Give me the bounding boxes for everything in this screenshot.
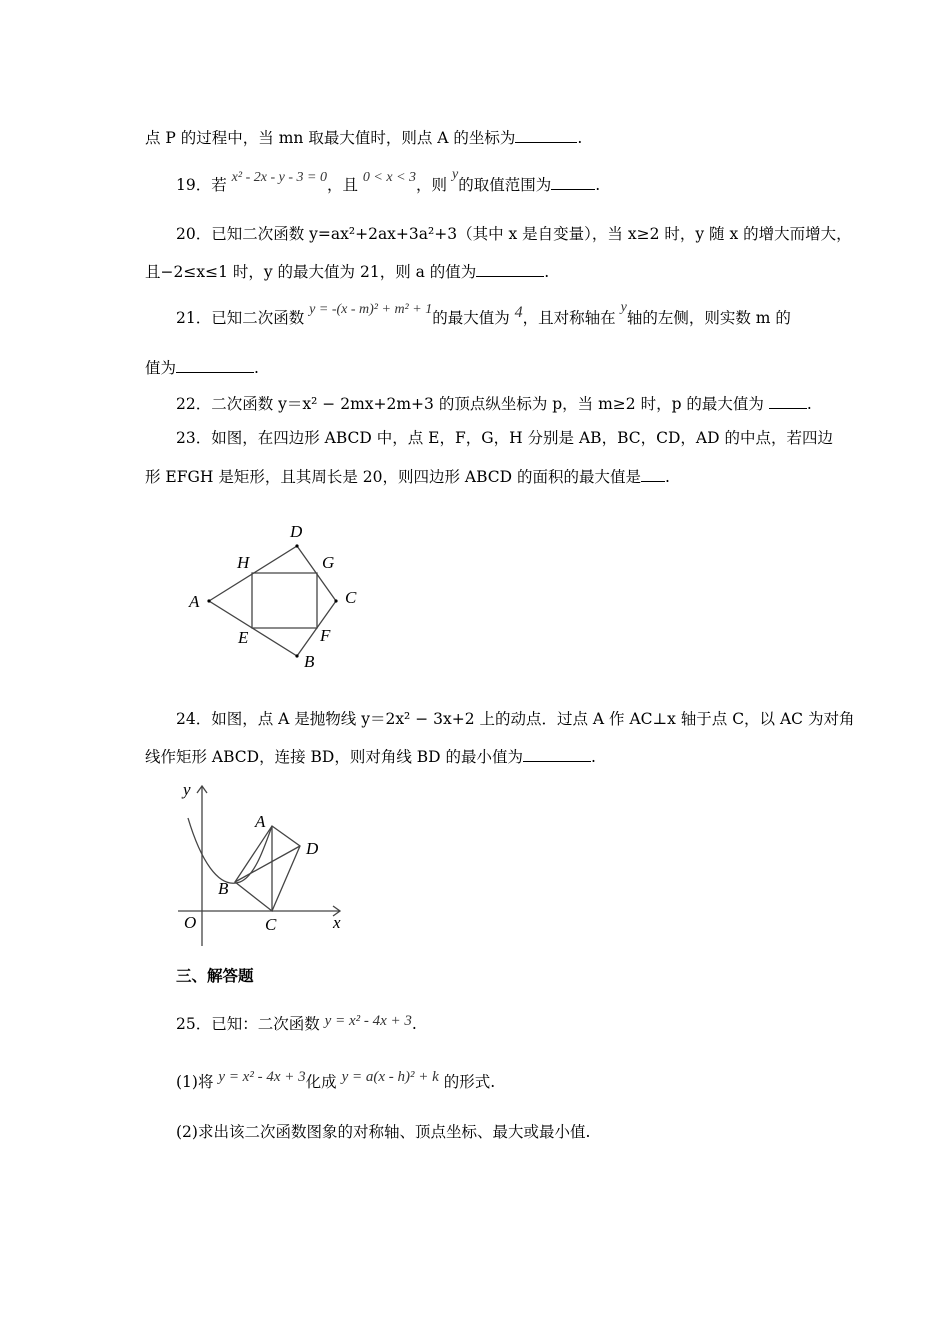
section-title: 三、解答题	[176, 966, 254, 985]
diagonal-bd	[235, 846, 300, 882]
q19-equation: x² - 2x - y - 3 = 0	[231, 170, 327, 185]
label-e: E	[238, 628, 249, 647]
q24-line-2: 线作矩形 ABCD，连接 BD，则对角线 BD 的最小值为 .	[145, 748, 596, 766]
q21-line-2: 值为 .	[145, 359, 259, 377]
q25-part1-equation: y = x² - 4x + 3	[218, 1069, 306, 1085]
q21-variable: y	[620, 300, 627, 315]
label-a: A	[255, 812, 266, 831]
q25-equation: y = x² - 4x + 3	[324, 1013, 412, 1029]
label-d: D	[290, 522, 303, 541]
q20-line-2: 且−2≤x≤1 时，y 的最大值为 21，则 a 的值为 .	[145, 263, 550, 281]
q22-line: 22．二次函数 y＝x² − 2mx+2m+3 的顶点纵坐标为 p，当 m≥2 时，p 的最大值为 .	[176, 395, 812, 413]
q18-tail-line: 点 P 的过程中，当 mn 取最大值时，则点 A 的坐标为 .	[145, 129, 583, 147]
label-x: x	[333, 913, 341, 932]
q20-line-1: 20．已知二次函数 y=ax²+2ax+3a²+3（其中 x 是自变量），当 x≥2 时，y 随 x 的增大而增大，	[176, 225, 852, 243]
label-c: C	[265, 915, 277, 934]
q21-line-1: 21．已知二次函数 y = -(x - m)² + m² + 1的最大值为 4，且对称轴在 y轴的左侧，则实数 m 的	[176, 300, 791, 327]
q21-max-value: 4	[514, 304, 523, 321]
label-b: B	[304, 652, 315, 671]
label-h: H	[237, 553, 250, 572]
q23-line-1: 23．如图，在四边形 ABCD 中，点 E，F，G，H 分别是 AB，BC，CD，AD 的中点，若四边	[176, 429, 833, 447]
q23-line-2: 形 EFGH 是矩形，且其周长是 20，则四边形 ABCD 的面积的最大值是 .	[145, 468, 670, 486]
point-c	[334, 599, 337, 602]
q24-parabola-figure	[175, 775, 355, 955]
label-y: y	[183, 780, 191, 799]
point-b	[295, 654, 298, 657]
label-b: B	[218, 879, 229, 898]
label-d: D	[306, 839, 319, 858]
q23-quadrilateral-figure	[180, 515, 380, 675]
label-o: O	[184, 913, 197, 932]
point-d	[295, 544, 298, 547]
q25-line: 25．已知：二次函数 y = x² - 4x + 3.	[176, 1013, 417, 1033]
rectangle-efgh	[252, 573, 317, 628]
q21-equation: y = -(x - m)² + m² + 1	[309, 302, 433, 317]
point-a	[207, 599, 210, 602]
q25-part2: (2)求出该二次函数图象的对称轴、顶点坐标、最大或最小值.	[176, 1123, 591, 1141]
q19-condition: 0 < x < 3	[362, 170, 417, 185]
label-g: G	[322, 553, 335, 572]
q24-line-1: 24．如图，点 A 是抛物线 y＝2x² − 3x+2 上的动点．过点 A 作 AC⊥x 轴于点 C，以 AC 为对角	[176, 710, 855, 728]
q19-variable: y	[451, 167, 459, 182]
q25-vertex-form: y = a(x - h)² + k	[341, 1069, 439, 1085]
q19-line: 19．若 x² - 2x - y - 3 = 0，且 0 < x < 3，则 y的取值范围为 .	[176, 167, 601, 194]
label-c: C	[345, 588, 357, 607]
label-f: F	[320, 626, 331, 645]
label-a: A	[189, 592, 200, 611]
q25-part1: (1)将 y = x² - 4x + 3化成 y = a(x - h)² + k 的形式.	[176, 1069, 496, 1091]
